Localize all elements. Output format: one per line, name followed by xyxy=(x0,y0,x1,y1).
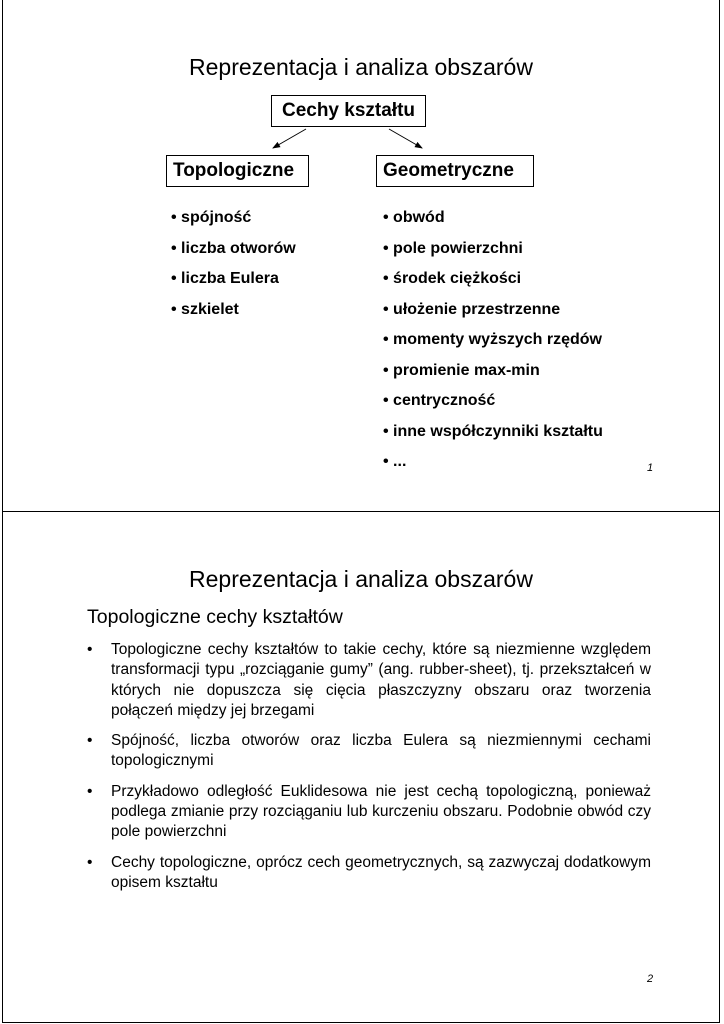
slide-title: Reprezentacja i analiza obszarów xyxy=(189,566,533,592)
bullet-item: • Przykładowo odległość Euklidesowa nie jest cechą topologiczną, ponieważ podlega zmianie przy rozciąganiu lub kurczeniu obszaru. Podobnie obwód czy pole powierzchni xyxy=(87,782,651,843)
list-item: • szkielet xyxy=(171,300,296,331)
shape-features-box: Cechy kształtu xyxy=(271,95,426,127)
list-item: • ... xyxy=(383,452,603,483)
bullet-item: • Topologiczne cechy kształtów to takie cechy, które są niezmienne względem transformacji typu „rozciąganie gumy” (ang. rubber-sheet), tj. przekształceń w których nie dopuszcza się cięcia płaszczyzny obszaru oraz tworzenia połączeń między jej brzegami xyxy=(87,640,651,721)
list-item: • centryczność xyxy=(383,391,603,422)
list-item: • środek ciężkości xyxy=(383,269,603,300)
tree-arrows xyxy=(3,0,721,200)
topological-box: Topologiczne xyxy=(166,155,309,187)
topological-features-list xyxy=(171,208,296,330)
slide-2 xyxy=(2,511,720,1023)
list-item: • spójność xyxy=(171,208,296,239)
list-item: • ułożenie przestrzenne xyxy=(383,300,603,331)
page-number: 1 xyxy=(647,462,654,474)
list-item: • liczba Eulera xyxy=(171,269,296,300)
list-item: • liczba otworów xyxy=(171,239,296,270)
arrow-left xyxy=(273,129,306,148)
list-item: • inne współczynniki kształtu xyxy=(383,422,603,453)
list-item: • momenty wyższych rzędów xyxy=(383,330,603,361)
arrow-right xyxy=(389,129,422,148)
geometric-box: Geometryczne xyxy=(376,155,534,187)
list-item: • obwód xyxy=(383,208,603,239)
bullet-item: • Cechy topologiczne, oprócz cech geometrycznych, są zazwyczaj dodatkowym opisem kształtu xyxy=(87,853,651,894)
list-item: • promienie max-min xyxy=(383,361,603,392)
page-number: 2 xyxy=(647,973,654,985)
bullet-list xyxy=(87,640,651,903)
list-item: • pole powierzchni xyxy=(383,239,603,270)
bullet-item: • Spójność, liczba otworów oraz liczba Eulera są niezmiennymi cechami topologicznymi xyxy=(87,731,651,772)
geometric-features-list xyxy=(383,208,603,483)
slide-1 xyxy=(2,0,720,512)
slide-subtitle: Topologiczne cechy kształtów xyxy=(87,606,343,628)
slide-title: Reprezentacja i analiza obszarów xyxy=(189,54,533,80)
